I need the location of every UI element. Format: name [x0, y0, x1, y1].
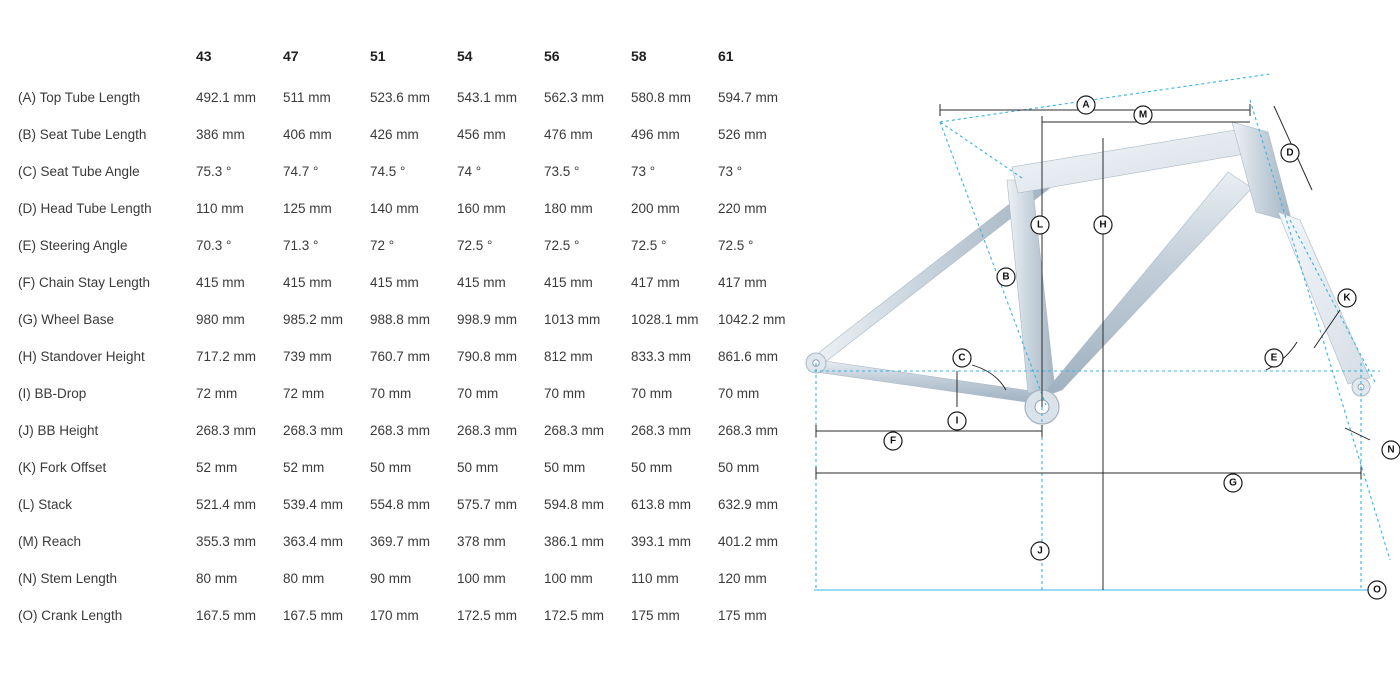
table-row [18, 534, 805, 571]
cell: 52 mm [196, 460, 238, 475]
cell: 1028.1 mm [631, 312, 699, 327]
cell: 100 mm [457, 571, 506, 586]
callout-label-b: B [1002, 271, 1010, 283]
column-header-size-58: 58 [631, 48, 647, 64]
cell: 160 mm [457, 201, 506, 216]
row-label: (M) Reach [18, 534, 82, 549]
callout-g [1224, 474, 1242, 492]
cell: 73.5 ° [544, 164, 580, 179]
callout-i [948, 412, 966, 430]
callout-label-g: G [1229, 477, 1237, 489]
cell: 415 mm [457, 275, 506, 290]
cell: 393.1 mm [631, 534, 692, 549]
callout-f [884, 432, 902, 450]
table-row [18, 90, 805, 127]
cell: 521.4 mm [196, 497, 257, 512]
callout-label-n: N [1387, 444, 1395, 456]
cell: 476 mm [544, 127, 593, 142]
cell: 268.3 mm [457, 423, 518, 438]
cell: 70 mm [457, 386, 499, 401]
cell: 125 mm [283, 201, 332, 216]
cell: 172.5 mm [544, 608, 605, 623]
row-label: (O) Crank Length [18, 608, 123, 623]
cell: 575.7 mm [457, 497, 518, 512]
callout-l [1031, 216, 1049, 234]
cell: 526 mm [718, 127, 767, 142]
cell: 50 mm [457, 460, 499, 475]
callout-m [1134, 106, 1152, 124]
cell: 988.8 mm [370, 312, 431, 327]
cell: 70 mm [544, 386, 586, 401]
cell: 717.2 mm [196, 349, 257, 364]
cell: 363.4 mm [283, 534, 344, 549]
cell: 980 mm [196, 312, 245, 327]
row-label: (L) Stack [18, 497, 73, 512]
column-header-size-51: 51 [370, 48, 386, 64]
cell: 200 mm [631, 201, 680, 216]
callout-label-d: D [1286, 147, 1294, 159]
cell: 72.5 ° [631, 238, 667, 253]
bike-geometry-diagram [800, 60, 1400, 640]
cell: 268.3 mm [283, 423, 344, 438]
cell: 401.2 mm [718, 534, 779, 549]
callout-label-e: E [1270, 352, 1278, 364]
cell: 74 ° [457, 164, 482, 179]
cell: 172.5 mm [457, 608, 518, 623]
table-row [18, 312, 805, 349]
cell: 74.7 ° [283, 164, 319, 179]
cell: 386 mm [196, 127, 245, 142]
cell: 496 mm [631, 127, 680, 142]
cell: 406 mm [283, 127, 332, 142]
cell: 415 mm [283, 275, 332, 290]
table-row [18, 164, 805, 201]
column-header-size-61: 61 [718, 48, 734, 64]
table-row [18, 571, 805, 608]
row-label: (H) Standover Height [18, 349, 145, 364]
row-label: (F) Chain Stay Length [18, 275, 151, 290]
row-label: (C) Seat Tube Angle [18, 164, 140, 179]
cell: 175 mm [718, 608, 767, 623]
table-header [18, 48, 805, 90]
cell: 833.3 mm [631, 349, 692, 364]
frame-illustration [806, 122, 1370, 424]
column-header-size-54: 54 [457, 48, 473, 64]
cell: 985.2 mm [283, 312, 344, 327]
cell: 998.9 mm [457, 312, 518, 327]
row-label: (D) Head Tube Length [18, 201, 152, 216]
cell: 50 mm [631, 460, 673, 475]
cell: 812 mm [544, 349, 593, 364]
cell: 52 mm [283, 460, 325, 475]
cell: 100 mm [544, 571, 593, 586]
callout-c [953, 349, 971, 367]
cell: 167.5 mm [196, 608, 257, 623]
cell: 760.7 mm [370, 349, 431, 364]
row-label: (K) Fork Offset [18, 460, 107, 475]
cell: 580.8 mm [631, 90, 692, 105]
cell: 72 ° [370, 238, 395, 253]
cell: 456 mm [457, 127, 506, 142]
cell: 90 mm [370, 571, 412, 586]
cell: 386.1 mm [544, 534, 605, 549]
cell: 70 mm [631, 386, 673, 401]
cell: 50 mm [544, 460, 586, 475]
callout-label-j: J [1037, 545, 1043, 557]
cell: 594.7 mm [718, 90, 779, 105]
table-row [18, 238, 805, 275]
cell: 268.3 mm [718, 423, 779, 438]
row-label: (I) BB-Drop [18, 386, 87, 401]
table-row [18, 349, 805, 386]
callout-label-o: O [1373, 584, 1381, 596]
cell: 415 mm [544, 275, 593, 290]
row-label: (E) Steering Angle [18, 238, 128, 253]
table-row [18, 497, 805, 534]
cell: 739 mm [283, 349, 332, 364]
callout-a [1077, 96, 1095, 114]
cell: 170 mm [370, 608, 419, 623]
cell: 417 mm [631, 275, 680, 290]
cell: 120 mm [718, 571, 767, 586]
cell: 539.4 mm [283, 497, 344, 512]
column-header-size-47: 47 [283, 48, 299, 64]
cell: 74.5 ° [370, 164, 406, 179]
callout-d [1281, 144, 1299, 162]
cell: 110 mm [196, 201, 244, 216]
callout-label-a: A [1082, 99, 1090, 111]
cell: 268.3 mm [370, 423, 431, 438]
table-row [18, 201, 805, 238]
callout-label-h: H [1099, 219, 1107, 231]
cell: 110 mm [631, 571, 679, 586]
cell: 511 mm [283, 90, 331, 105]
table-row [18, 608, 805, 645]
cell: 80 mm [283, 571, 325, 586]
callout-label-f: F [889, 435, 897, 447]
cell: 140 mm [370, 201, 419, 216]
cell: 415 mm [196, 275, 245, 290]
callout-n [1382, 441, 1400, 459]
table-row [18, 460, 805, 497]
row-label: (G) Wheel Base [18, 312, 115, 327]
cell: 790.8 mm [457, 349, 518, 364]
table-row [18, 275, 805, 312]
cell: 70 mm [370, 386, 412, 401]
callout-label-k: K [1343, 292, 1351, 304]
cell: 72 mm [283, 386, 325, 401]
cell: 632.9 mm [718, 497, 779, 512]
cell: 167.5 mm [283, 608, 344, 623]
cell: 50 mm [370, 460, 412, 475]
callout-j [1031, 542, 1049, 560]
row-label: (B) Seat Tube Length [18, 127, 147, 142]
cell: 72.5 ° [718, 238, 754, 253]
cell: 73 ° [718, 164, 743, 179]
cell: 75.3 ° [196, 164, 232, 179]
cell: 268.3 mm [196, 423, 257, 438]
table-row [18, 386, 805, 423]
cell: 415 mm [370, 275, 419, 290]
callout-label-l: L [1036, 219, 1044, 231]
cell: 70.3 ° [196, 238, 232, 253]
cell: 1013 mm [544, 312, 601, 327]
cell: 594.8 mm [544, 497, 605, 512]
row-label: (J) BB Height [18, 423, 99, 438]
callout-o [1368, 581, 1386, 599]
callout-label-m: M [1138, 109, 1148, 121]
table-row [18, 423, 805, 460]
cell: 70 mm [718, 386, 760, 401]
column-header-size-56: 56 [544, 48, 560, 64]
cell: 180 mm [544, 201, 593, 216]
table-body [18, 90, 805, 645]
callout-k [1338, 289, 1356, 307]
cell: 80 mm [196, 571, 238, 586]
cell: 73 ° [631, 164, 656, 179]
cell: 268.3 mm [631, 423, 692, 438]
row-label: (A) Top Tube Length [18, 90, 141, 105]
cell: 72.5 ° [544, 238, 580, 253]
cell: 71.3 ° [283, 238, 319, 253]
callout-label-i: I [955, 415, 959, 427]
cell: 175 mm [631, 608, 680, 623]
cell: 50 mm [718, 460, 760, 475]
cell: 355.3 mm [196, 534, 257, 549]
callout-b [997, 268, 1015, 286]
callout-label-c: C [958, 352, 966, 364]
cell: 417 mm [718, 275, 767, 290]
cell: 426 mm [370, 127, 419, 142]
cell: 72.5 ° [457, 238, 493, 253]
cell: 543.1 mm [457, 90, 518, 105]
cell: 268.3 mm [544, 423, 605, 438]
table-row [18, 127, 805, 164]
geometry-table [18, 48, 805, 645]
cell: 523.6 mm [370, 90, 431, 105]
cell: 378 mm [457, 534, 506, 549]
column-header-measurement [18, 48, 196, 90]
callout-h [1094, 216, 1112, 234]
cell: 1042.2 mm [718, 312, 786, 327]
row-label: (N) Stem Length [18, 571, 118, 586]
cell: 369.7 mm [370, 534, 431, 549]
table-header-row [18, 48, 805, 90]
cell: 562.3 mm [544, 90, 605, 105]
callout-e [1265, 349, 1283, 367]
cell: 554.8 mm [370, 497, 431, 512]
cell: 613.8 mm [631, 497, 692, 512]
column-header-size-43: 43 [196, 48, 212, 64]
cell: 72 mm [196, 386, 238, 401]
cell: 861.6 mm [718, 349, 779, 364]
cell: 492.1 mm [196, 90, 257, 105]
cell: 220 mm [718, 201, 767, 216]
